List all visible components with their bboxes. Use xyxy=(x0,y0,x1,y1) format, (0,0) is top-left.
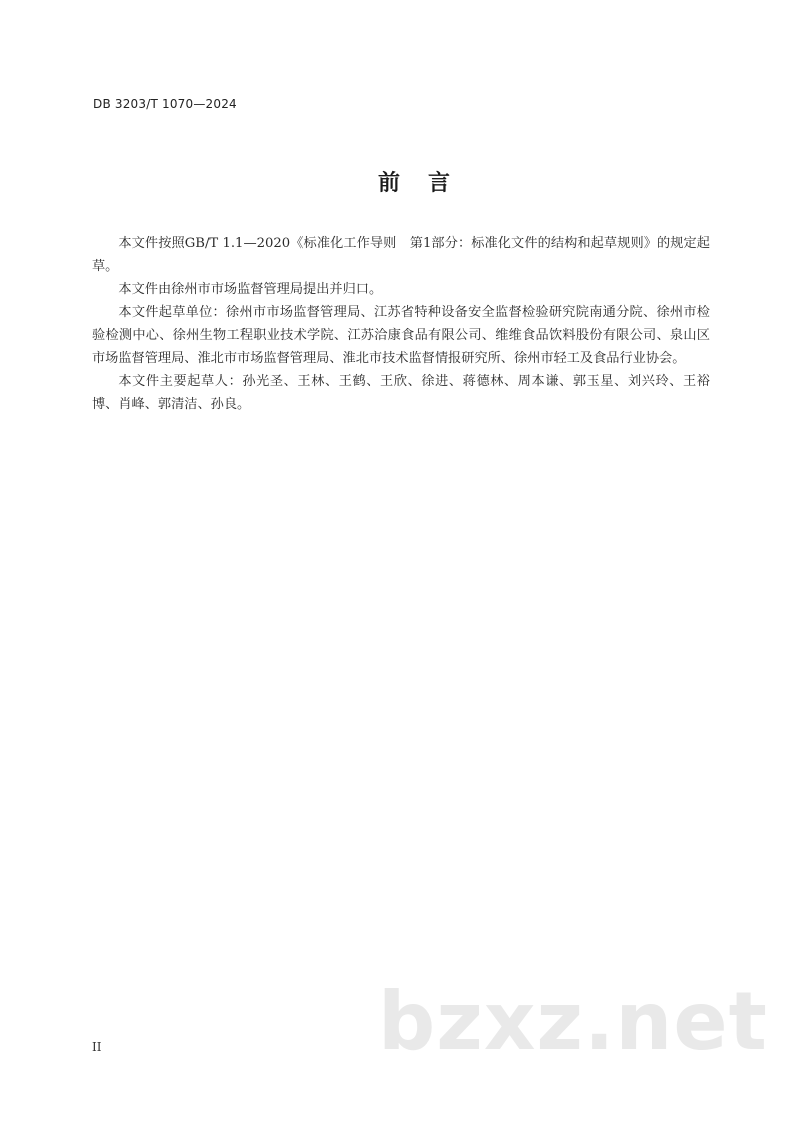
document-code: DB 3203/T 1070—2024 xyxy=(93,97,237,111)
page-title: 前言 xyxy=(377,171,478,196)
page-number: II xyxy=(92,1040,102,1054)
foreword-body xyxy=(92,232,710,416)
paragraph-drafting-rules: 本文件按照GB/T 1.1—2020《标准化工作导则 第1部分：标准化文件的结构和起草规则》的规定起草。 xyxy=(92,236,710,274)
paragraph-proposer: 本文件由徐州市市场监督管理局提出并归口。 xyxy=(118,282,383,297)
paragraph-drafters: 本文件主要起草人：孙光圣、王林、王鹤、王欣、徐进、蒋德林、周本谦、郭玉星、刘兴玲、王裕博、肖峰、郭清洁、孙良。 xyxy=(92,374,710,412)
watermark: bzxz.net xyxy=(378,975,768,1068)
paragraph-drafting-units: 本文件起草单位：徐州市市场监督管理局、江苏省特种设备安全监督检验研究院南通分院、徐州市检验检测中心、徐州生物工程职业技术学院、江苏洽康食品有限公司、维维食品饮料股份有限公司、泉山区市场监督管理局、淮北市市场监督管理局、淮北市技术监督情报研究所、徐州市轻工及食品行业协会。 xyxy=(92,305,710,366)
